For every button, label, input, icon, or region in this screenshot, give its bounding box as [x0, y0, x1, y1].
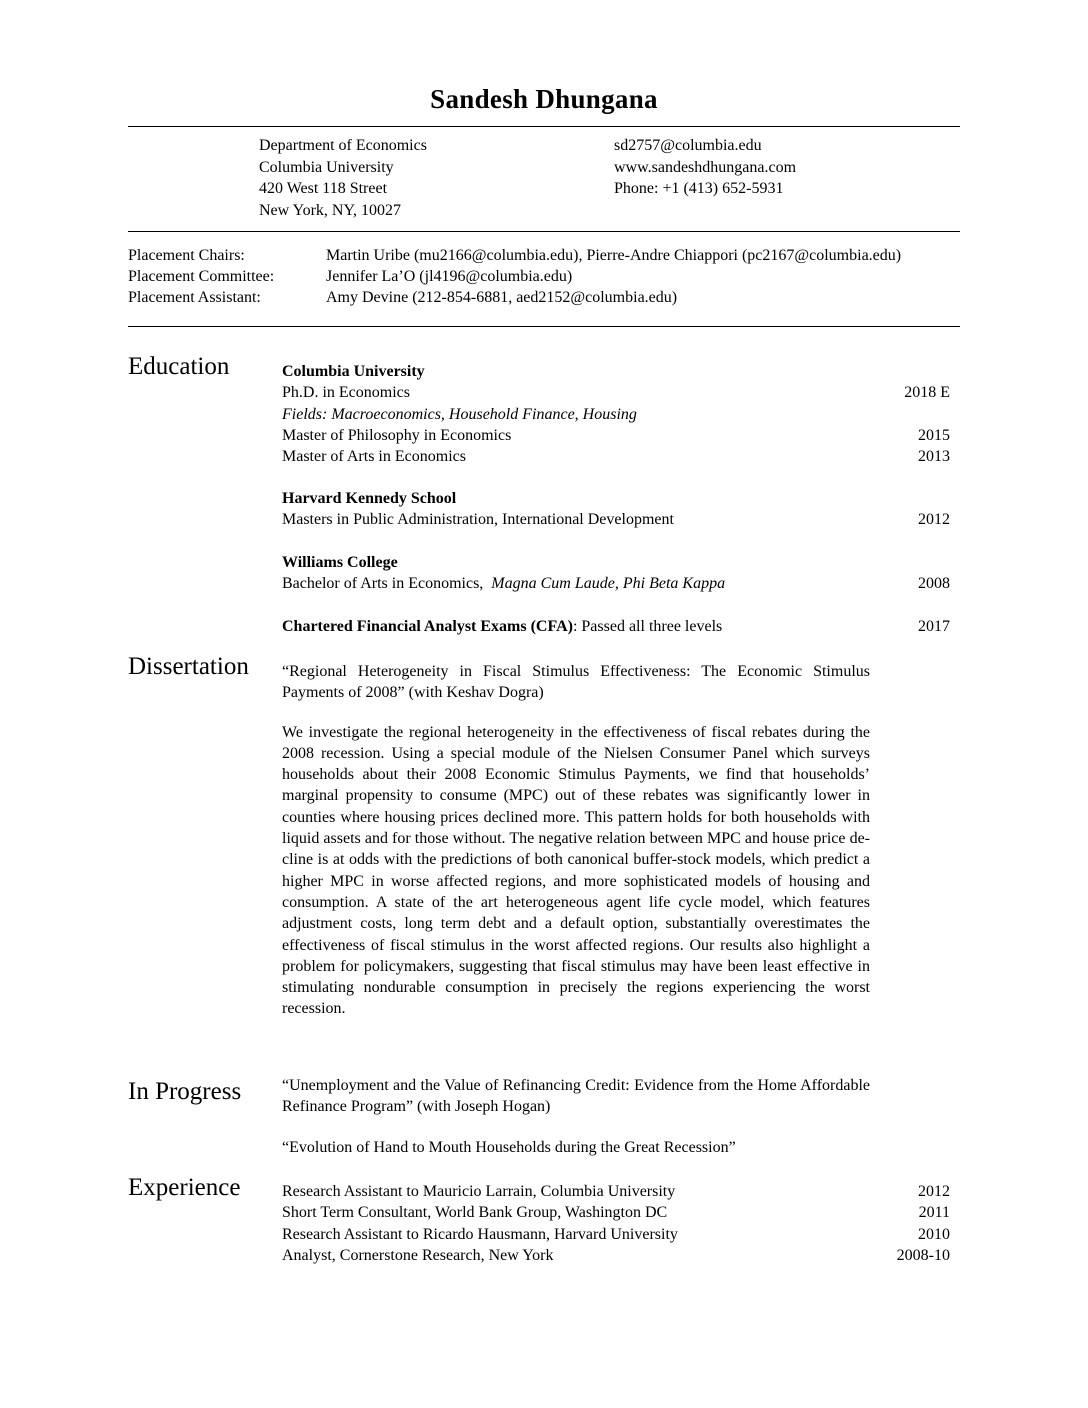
dissertation-abstract: We investigate the regional heterogeneity in the effectiveness of fiscal rebates during the 2008 recession. Using a special module of the Nielsen Consumer Panel which surveys households about their 2008 Economic Stimulus Payments, we find that households’ marginal propensity to consume (MPC) out of these rebates was significantly lower in counties where housing prices declined more. This pattern holds for both households with liquid assets and for those without. The negative relation between MPC and house price decline is at odds with the predictions of both canonical buffer-stock models, which predict a higher MPC in worse affected regions, and more sophisticated models of housing and consumption. A state of the art heterogeneous agent life cycle model, which features adjustment costs, long term debt and a default option, substantially overestimates the effectiveness of fiscal stimulus in the worst affected regions. Our results also highlight a problem for policymakers, suggesting that fiscal stimulus may have been least effective in stimulating nondurable consumption in precisely the regions experiencing the worst recession.	[282, 723, 870, 1018]
placement-row	[128, 266, 901, 287]
placement-value: Amy Devine (212-854-6881, aed2152@columbia.edu)	[326, 289, 678, 306]
education-harvard	[282, 488, 950, 531]
website-link[interactable]: www.sandeshdhungana.com	[614, 158, 797, 176]
dissertation-paper-title: “Regional Heterogeneity in Fiscal Stimulus Effectiveness: The Economic Stimulus Payments of 2008” (with Keshav Dogra)	[282, 663, 870, 702]
experience-row	[282, 1202, 950, 1223]
experience-role: Short Term Consultant, World Bank Group, Washington DC	[282, 1204, 668, 1222]
degree: Masters in Public Administration, International Development	[282, 511, 674, 529]
experience-row	[282, 1224, 950, 1245]
degree-row	[282, 425, 950, 446]
degree: Ph.D. in Economics	[282, 384, 410, 402]
degree-row	[282, 446, 950, 467]
placement-block	[128, 245, 901, 308]
school-name: Columbia University	[282, 363, 425, 380]
placement-label: Placement Committee:	[128, 268, 275, 285]
school-name: Harvard Kennedy School	[282, 490, 457, 507]
phone-number: Phone: +1 (413) 652-5931	[614, 180, 784, 197]
header-rule	[128, 126, 960, 127]
paper-title: “Evolution of Hand to Mouth Households during the Great Recession”	[282, 1138, 736, 1156]
placement-row	[128, 287, 901, 308]
degree-row	[282, 382, 950, 403]
placement-label: Placement Assistant:	[128, 289, 261, 306]
section-title-experience: Experience	[128, 1174, 241, 1201]
education-williams	[282, 552, 950, 595]
address-block	[259, 135, 427, 221]
section-title-dissertation: Dissertation	[128, 653, 249, 680]
experience-year: 2010	[918, 1225, 950, 1243]
cfa-text	[282, 616, 722, 637]
address-line: New York, NY, 10027	[259, 201, 401, 219]
degree: Bachelor of Arts in Economics,	[282, 575, 484, 593]
degree-year: 2018 E	[904, 384, 950, 402]
experience-role: Analyst, Cornerstone Research, New York	[282, 1246, 554, 1264]
education-content	[282, 361, 950, 467]
placement-value: Jennifer La’O (jl4196@columbia.edu)	[326, 268, 573, 285]
education-cfa	[282, 616, 950, 637]
email-link[interactable]: sd2757@columbia.edu	[614, 137, 762, 154]
degree-year: 2008	[918, 575, 950, 593]
cfa-detail: : Passed all three levels	[572, 618, 723, 635]
honors: Magna Cum Laude, Phi Beta Kappa	[491, 575, 726, 593]
fields: Fields: Macroeconomics, Household Finance, Housing	[282, 405, 637, 423]
cfa-row	[282, 616, 950, 637]
paper-title: “Unemployment and the Value of Refinancing Credit: Evidence from the Home Affordable Refinance Program” (with Joseph Hogan)	[282, 1077, 870, 1116]
degree-year: 2012	[918, 511, 950, 529]
degree-row	[282, 509, 950, 530]
experience-role: Research Assistant to Mauricio Larrain, Columbia University	[282, 1183, 676, 1200]
cv-name: Sandesh Dhungana	[430, 84, 658, 114]
cfa-year: 2017	[918, 618, 950, 635]
placement-rule	[128, 326, 960, 327]
experience-role: Research Assistant to Ricardo Hausmann, Harvard University	[282, 1225, 678, 1243]
experience-row	[282, 1181, 950, 1202]
degree-with-honors	[282, 573, 725, 594]
experience-content	[282, 1181, 950, 1266]
experience-year: 2011	[918, 1204, 950, 1222]
experience-year: 2012	[918, 1183, 950, 1200]
degree-row	[282, 573, 950, 594]
contact-block	[614, 135, 796, 200]
address-line: Columbia University	[259, 158, 394, 176]
address-line: Department of Economics	[259, 137, 427, 154]
cfa-name: Chartered Financial Analyst Exams (CFA)	[282, 618, 573, 635]
degree-year: 2013	[918, 448, 950, 466]
placement-row	[128, 245, 901, 266]
experience-year: 2008-10	[896, 1246, 950, 1264]
dissertation-content	[282, 661, 950, 1020]
placement-value: Martin Uribe (mu2166@columbia.edu), Pierre-Andre Chiappori (pc2167@columbia.edu)	[326, 247, 902, 264]
experience-row	[282, 1245, 950, 1266]
contact-rule	[128, 231, 960, 232]
degree: Master of Arts in Economics	[282, 448, 466, 466]
degree: Master of Philosophy in Economics	[282, 426, 512, 444]
in-progress-content	[282, 1075, 950, 1158]
section-title-education: Education	[128, 353, 230, 380]
school-name: Williams College	[282, 554, 398, 571]
placement-label: Placement Chairs:	[128, 247, 245, 264]
section-title-in-progress: In Progress	[128, 1078, 242, 1105]
address-line: 420 West 118 Street	[259, 180, 388, 197]
degree-year: 2015	[918, 426, 950, 444]
